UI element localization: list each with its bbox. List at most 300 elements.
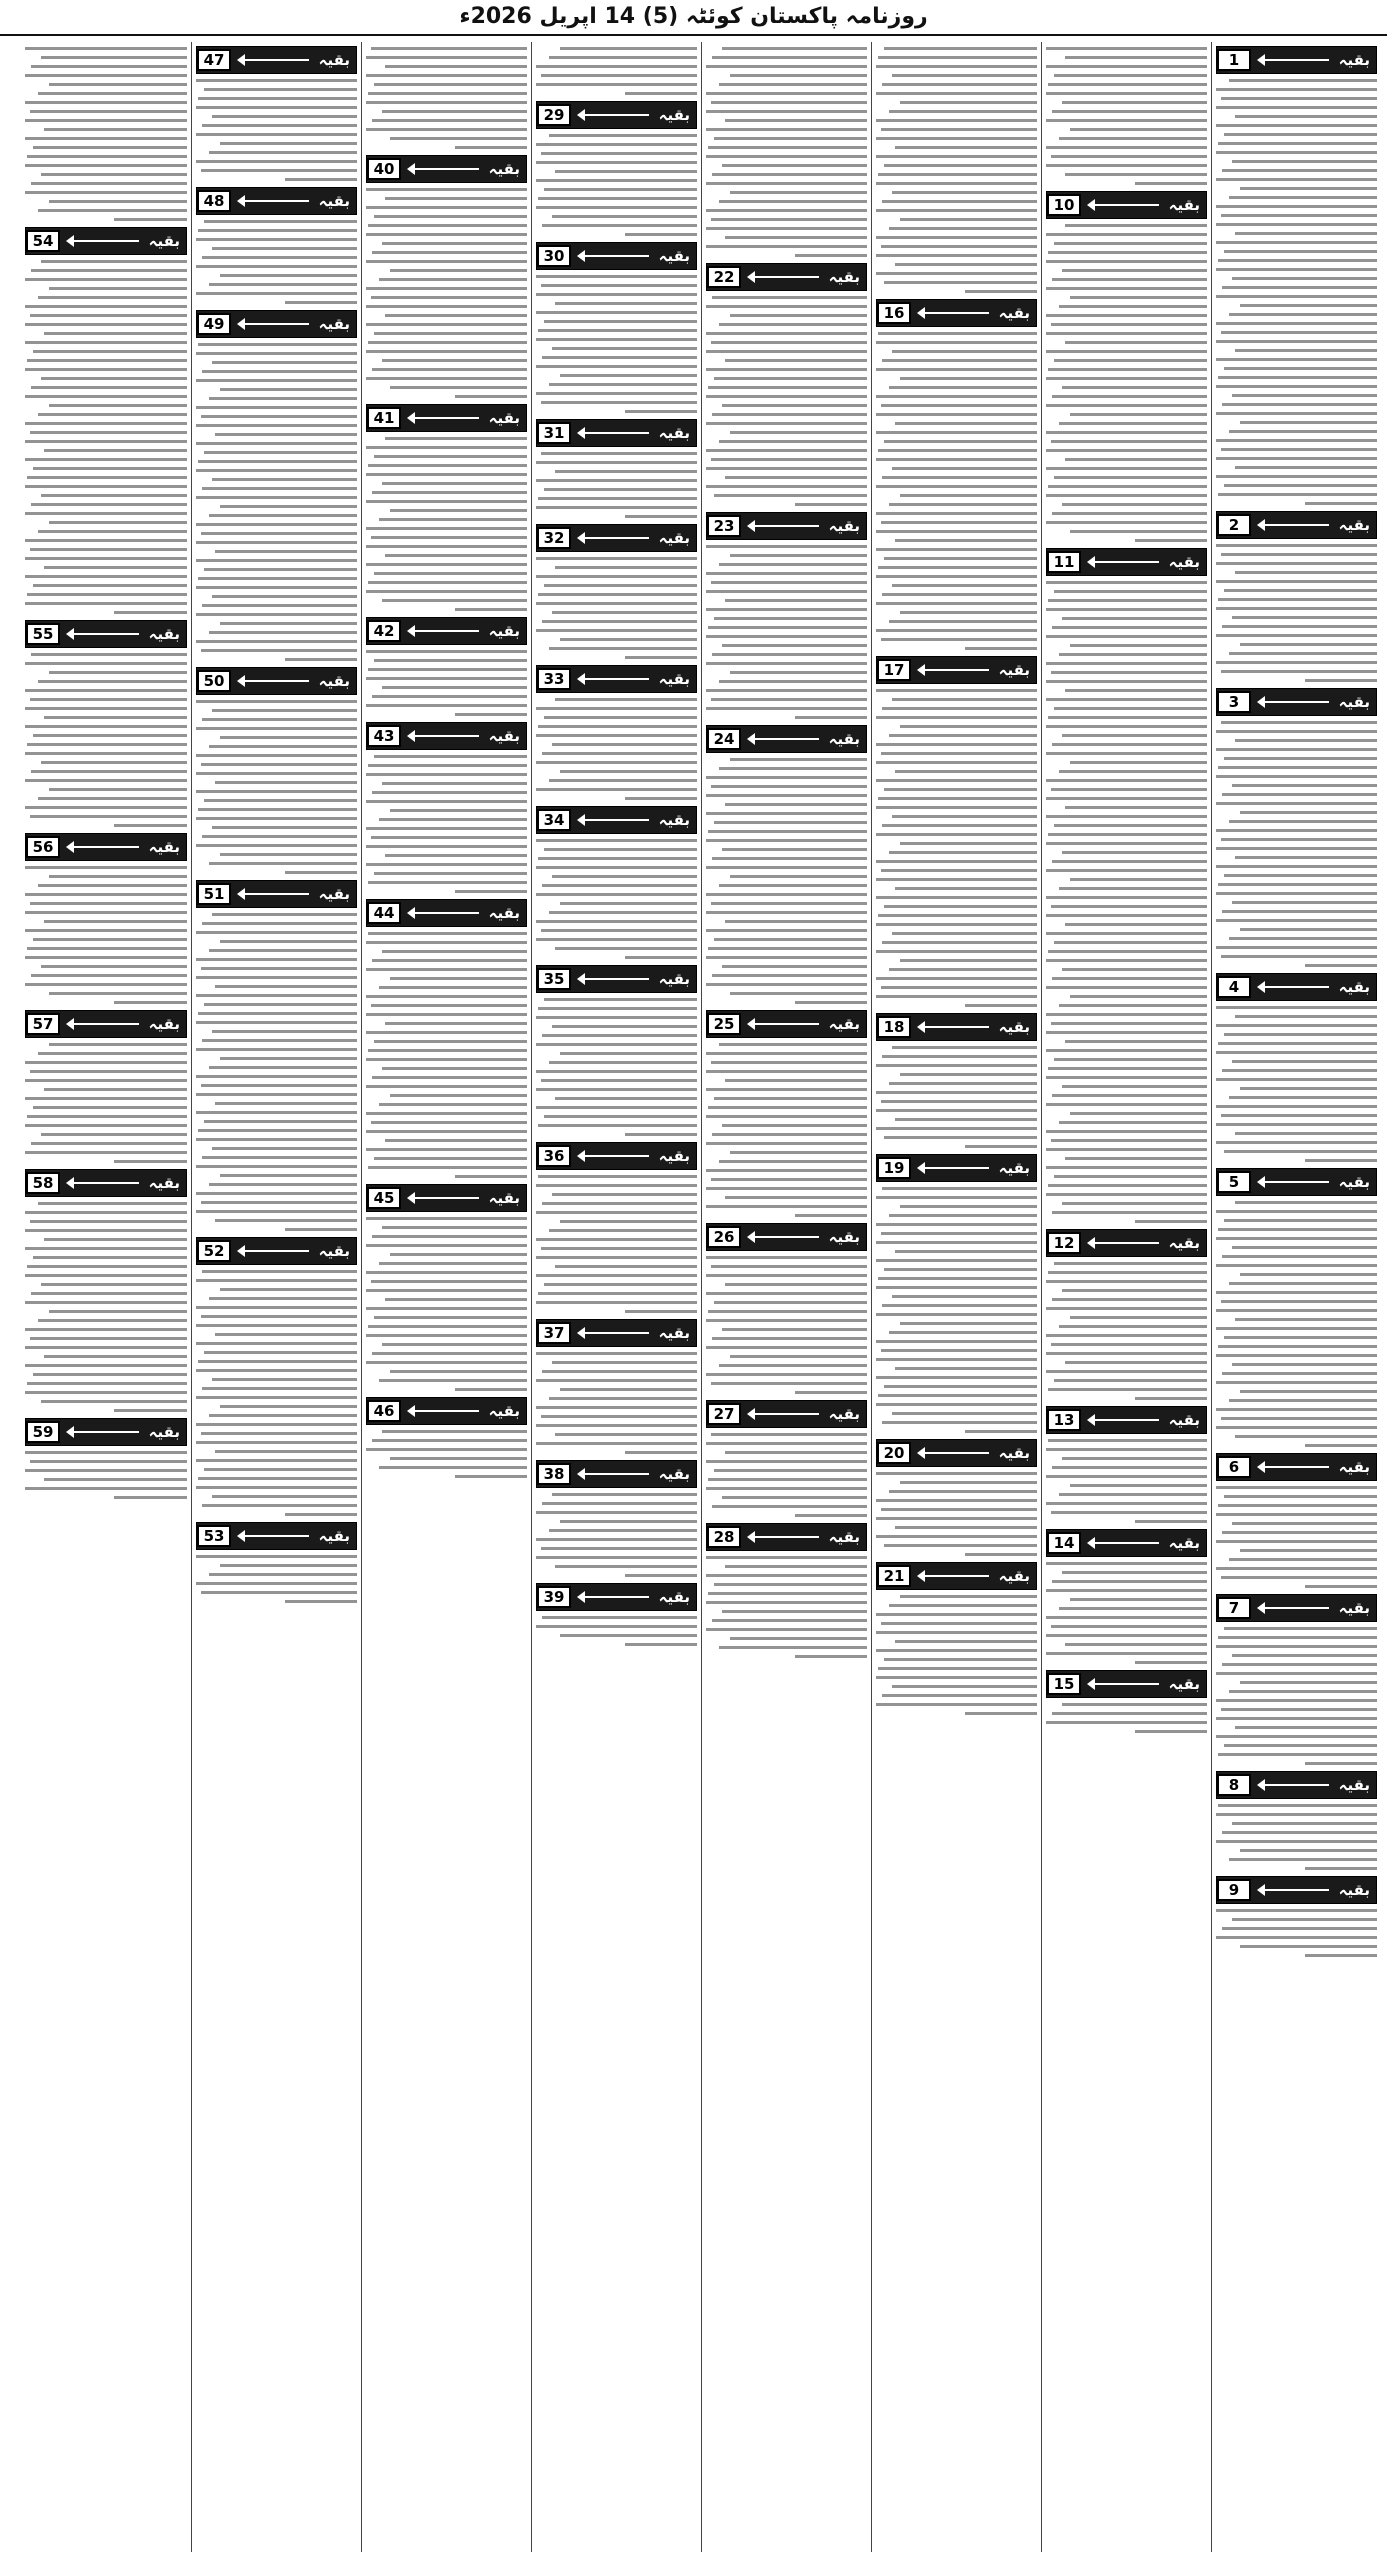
continued-number: 4 <box>1217 976 1251 998</box>
continued-banner <box>536 524 697 552</box>
continued-banner <box>1216 973 1377 1001</box>
continued-banner <box>1216 688 1377 716</box>
continued-label: بقیہ <box>998 661 1030 679</box>
article-body <box>536 698 697 801</box>
arrow-left-icon <box>68 1431 139 1433</box>
arrow-left-icon <box>68 240 139 242</box>
continued-number: 11 <box>1047 551 1081 573</box>
article-body <box>1046 1439 1207 1524</box>
continued-banner <box>366 617 527 645</box>
article-body <box>366 437 527 612</box>
continued-label: بقیہ <box>658 1588 690 1606</box>
article-body <box>706 1556 867 1659</box>
arrow-left-icon <box>409 630 479 632</box>
continued-banner <box>536 242 697 270</box>
column-5 <box>531 42 701 2552</box>
article-body <box>366 1430 527 1479</box>
article-body <box>1046 1703 1207 1734</box>
continued-banner <box>876 1439 1037 1467</box>
continued-label: بقیہ <box>488 904 520 922</box>
arrow-left-icon <box>1259 701 1329 703</box>
continued-number: 13 <box>1047 1409 1081 1431</box>
article-body <box>25 866 187 1005</box>
continued-banner <box>196 880 357 908</box>
continued-number: 50 <box>197 670 231 692</box>
continued-label: بقیہ <box>488 160 520 178</box>
continued-label: بقیہ <box>658 970 690 988</box>
article-body <box>1216 1006 1377 1163</box>
continued-label: بقیہ <box>658 670 690 688</box>
continued-banner <box>1046 1529 1207 1557</box>
continued-number: 58 <box>26 1172 60 1194</box>
article-body <box>366 1217 527 1392</box>
continued-banner <box>366 722 527 750</box>
continued-banner <box>25 227 187 255</box>
continued-number: 26 <box>707 1226 741 1248</box>
continued-number: 44 <box>367 902 401 924</box>
continued-number: 59 <box>26 1421 60 1443</box>
continued-number: 48 <box>197 190 231 212</box>
article-body <box>366 188 527 399</box>
article-body <box>536 998 697 1137</box>
arrow-left-icon <box>409 1197 479 1199</box>
continued-number: 36 <box>537 1145 571 1167</box>
newspaper-page <box>6 42 1381 2552</box>
continued-number: 2 <box>1217 514 1251 536</box>
continued-label: بقیہ <box>488 727 520 745</box>
arrow-left-icon <box>1089 1419 1159 1421</box>
continued-number: 33 <box>537 668 571 690</box>
article-body <box>1216 1909 1377 1958</box>
continued-banner <box>536 806 697 834</box>
continued-label: بقیہ <box>318 192 350 210</box>
continued-label: بقیہ <box>828 517 860 535</box>
column-3 <box>871 42 1041 2552</box>
continued-label: بقیہ <box>318 1527 350 1545</box>
column-1 <box>1211 42 1381 2552</box>
continued-banner <box>366 155 527 183</box>
continued-label: بقیہ <box>148 838 180 856</box>
continued-label: بقیہ <box>1338 1173 1370 1191</box>
continued-banner <box>536 1142 697 1170</box>
arrow-left-icon <box>1089 1242 1159 1244</box>
continued-number: 55 <box>26 623 60 645</box>
article-body <box>1216 79 1377 506</box>
continued-label: بقیہ <box>658 529 690 547</box>
arrow-left-icon <box>749 1413 819 1415</box>
article-body <box>706 47 867 258</box>
continued-banner <box>536 1583 697 1611</box>
continued-banner <box>1216 46 1377 74</box>
continued-banner <box>1046 191 1207 219</box>
continued-banner <box>196 187 357 215</box>
continued-banner <box>196 667 357 695</box>
article-body <box>25 1451 187 1500</box>
article-body <box>1216 544 1377 683</box>
article-body <box>706 1256 867 1395</box>
continued-label: بقیہ <box>1338 1881 1370 1899</box>
arrow-left-icon <box>919 1575 989 1577</box>
arrow-left-icon <box>919 669 989 671</box>
column-2 <box>1041 42 1211 2552</box>
arrow-left-icon <box>1259 986 1329 988</box>
continued-number: 17 <box>877 659 911 681</box>
arrow-left-icon <box>1089 561 1159 563</box>
continued-label: بقیہ <box>658 106 690 124</box>
continued-label: بقیہ <box>1168 553 1200 571</box>
continued-number: 39 <box>537 1586 571 1608</box>
continued-number: 7 <box>1217 1597 1251 1619</box>
continued-number: 57 <box>26 1013 60 1035</box>
arrow-left-icon <box>749 525 819 527</box>
continued-banner <box>196 1237 357 1265</box>
continued-banner <box>1216 1168 1377 1196</box>
article-body <box>1046 1262 1207 1401</box>
arrow-left-icon <box>1089 1683 1159 1685</box>
continued-banner <box>1046 1406 1207 1434</box>
continued-label: بقیہ <box>1338 1599 1370 1617</box>
continued-banner <box>25 620 187 648</box>
continued-label: بقیہ <box>1338 978 1370 996</box>
arrow-left-icon <box>68 1182 139 1184</box>
arrow-left-icon <box>1259 1181 1329 1183</box>
continued-label: بقیہ <box>488 409 520 427</box>
continued-label: بقیہ <box>998 1444 1030 1462</box>
arrow-left-icon <box>409 168 479 170</box>
article-body <box>1216 1201 1377 1448</box>
continued-number: 35 <box>537 968 571 990</box>
arrow-left-icon <box>239 59 309 61</box>
continued-number: 29 <box>537 104 571 126</box>
continued-number: 19 <box>877 1157 911 1179</box>
continued-banner <box>1216 1594 1377 1622</box>
continued-label: بقیہ <box>1168 1675 1200 1693</box>
continued-banner <box>1046 1229 1207 1257</box>
continued-banner <box>196 1522 357 1550</box>
continued-number: 12 <box>1047 1232 1081 1254</box>
continued-label: بقیہ <box>318 51 350 69</box>
continued-label: بقیہ <box>658 1324 690 1342</box>
continued-number: 41 <box>367 407 401 429</box>
continued-label: بقیہ <box>998 304 1030 322</box>
arrow-left-icon <box>579 537 649 539</box>
continued-number: 8 <box>1217 1774 1251 1796</box>
article-body <box>536 134 697 237</box>
article-body <box>196 343 357 662</box>
continued-number: 30 <box>537 245 571 267</box>
article-body <box>536 47 697 96</box>
continued-number: 20 <box>877 1442 911 1464</box>
article-body <box>706 1043 867 1218</box>
arrow-left-icon <box>579 978 649 980</box>
article-body <box>366 755 527 894</box>
article-body <box>196 913 357 1232</box>
continued-label: بقیہ <box>148 1423 180 1441</box>
continued-label: بقیہ <box>318 885 350 903</box>
continued-banner <box>536 665 697 693</box>
arrow-left-icon <box>579 114 649 116</box>
article-body <box>536 1493 697 1578</box>
article-body <box>876 1472 1037 1557</box>
article-body <box>366 47 527 150</box>
continued-label: بقیہ <box>488 1402 520 1420</box>
continued-banner <box>706 263 867 291</box>
continued-number: 1 <box>1217 49 1251 71</box>
arrow-left-icon <box>579 1596 649 1598</box>
continued-number: 45 <box>367 1187 401 1209</box>
continued-banner <box>876 1562 1037 1590</box>
continued-banner <box>536 965 697 993</box>
continued-label: بقیہ <box>1168 1411 1200 1429</box>
continued-banner <box>706 1400 867 1428</box>
continued-banner <box>366 1184 527 1212</box>
continued-number: 46 <box>367 1400 401 1422</box>
continued-banner <box>196 46 357 74</box>
continued-number: 18 <box>877 1016 911 1038</box>
continued-label: بقیہ <box>1338 693 1370 711</box>
continued-label: بقیہ <box>998 1018 1030 1036</box>
arrow-left-icon <box>239 1250 309 1252</box>
article-body <box>25 1043 187 1164</box>
continued-label: بقیہ <box>1168 196 1200 214</box>
article-body <box>706 296 867 507</box>
article-body <box>196 700 357 875</box>
continued-label: بقیہ <box>828 268 860 286</box>
article-body <box>536 452 697 519</box>
continued-banner <box>1216 511 1377 539</box>
continued-label: بقیہ <box>148 1015 180 1033</box>
arrow-left-icon <box>919 1167 989 1169</box>
continued-label: بقیہ <box>658 424 690 442</box>
continued-number: 24 <box>707 728 741 750</box>
article-body <box>536 557 697 660</box>
continued-number: 49 <box>197 313 231 335</box>
article-body <box>196 1270 357 1517</box>
arrow-left-icon <box>919 1452 989 1454</box>
continued-number: 42 <box>367 620 401 642</box>
continued-label: بقیہ <box>148 232 180 250</box>
continued-number: 38 <box>537 1463 571 1485</box>
article-body <box>876 1046 1037 1149</box>
continued-number: 22 <box>707 266 741 288</box>
continued-label: بقیہ <box>1338 516 1370 534</box>
article-body <box>706 758 867 1005</box>
continued-number: 3 <box>1217 691 1251 713</box>
article-body <box>536 1616 697 1647</box>
continued-label: بقیہ <box>998 1567 1030 1585</box>
article-body <box>1046 224 1207 543</box>
arrow-left-icon <box>1259 1784 1329 1786</box>
continued-banner <box>196 310 357 338</box>
continued-number: 28 <box>707 1526 741 1548</box>
continued-banner <box>25 1418 187 1446</box>
continued-label: بقیہ <box>828 1015 860 1033</box>
continued-banner <box>366 899 527 927</box>
article-body <box>536 1175 697 1314</box>
arrow-left-icon <box>239 893 309 895</box>
continued-label: بقیہ <box>488 622 520 640</box>
article-body <box>1216 1627 1377 1766</box>
continued-banner <box>25 1169 187 1197</box>
arrow-left-icon <box>579 1332 649 1334</box>
continued-banner <box>1046 1670 1207 1698</box>
arrow-left-icon <box>1089 1542 1159 1544</box>
continued-label: بقیہ <box>1168 1234 1200 1252</box>
continued-number: 25 <box>707 1013 741 1035</box>
article-body <box>876 1595 1037 1716</box>
continued-label: بقیہ <box>318 1242 350 1260</box>
continued-number: 43 <box>367 725 401 747</box>
continued-number: 52 <box>197 1240 231 1262</box>
continued-number: 5 <box>1217 1171 1251 1193</box>
column-7 <box>191 42 361 2552</box>
continued-number: 16 <box>877 302 911 324</box>
continued-label: بقیہ <box>658 1147 690 1165</box>
continued-label: بقیہ <box>1338 51 1370 69</box>
column-6 <box>361 42 531 2552</box>
article-body <box>25 653 187 828</box>
article-body <box>706 545 867 720</box>
article-body <box>1216 721 1377 968</box>
continued-number: 14 <box>1047 1532 1081 1554</box>
continued-number: 31 <box>537 422 571 444</box>
continued-banner <box>536 419 697 447</box>
continued-banner <box>876 299 1037 327</box>
continued-banner <box>706 512 867 540</box>
article-body <box>706 1433 867 1518</box>
article-body <box>876 332 1037 651</box>
arrow-left-icon <box>239 200 309 202</box>
arrow-left-icon <box>68 633 139 635</box>
continued-banner <box>706 1523 867 1551</box>
arrow-left-icon <box>749 276 819 278</box>
article-body <box>1216 1486 1377 1589</box>
continued-number: 51 <box>197 883 231 905</box>
arrow-left-icon <box>749 738 819 740</box>
article-body <box>366 932 527 1179</box>
continued-banner <box>25 1010 187 1038</box>
continued-label: بقیہ <box>828 1528 860 1546</box>
continued-label: بقیہ <box>1168 1534 1200 1552</box>
continued-banner <box>1216 1876 1377 1904</box>
column-8 <box>21 42 191 2552</box>
continued-label: بقیہ <box>1338 1776 1370 1794</box>
article-body <box>196 220 357 305</box>
arrow-left-icon <box>749 1023 819 1025</box>
continued-number: 6 <box>1217 1456 1251 1478</box>
continued-label: بقیہ <box>828 1228 860 1246</box>
continued-label: بقیہ <box>148 1174 180 1192</box>
arrow-left-icon <box>1259 524 1329 526</box>
arrow-left-icon <box>68 1023 139 1025</box>
article-body <box>876 689 1037 1008</box>
continued-number: 47 <box>197 49 231 71</box>
continued-banner <box>706 1223 867 1251</box>
continued-label: بقیہ <box>318 315 350 333</box>
continued-banner <box>1216 1771 1377 1799</box>
continued-banner <box>876 656 1037 684</box>
continued-number: 34 <box>537 809 571 831</box>
continued-banner <box>536 1460 697 1488</box>
arrow-left-icon <box>579 819 649 821</box>
arrow-left-icon <box>579 678 649 680</box>
article-body <box>196 1555 357 1604</box>
arrow-left-icon <box>239 680 309 682</box>
arrow-left-icon <box>1259 1889 1329 1891</box>
continued-banner <box>1216 1453 1377 1481</box>
continued-banner <box>876 1013 1037 1041</box>
continued-banner <box>366 1397 527 1425</box>
arrow-left-icon <box>1259 59 1329 61</box>
continued-label: بقیہ <box>658 247 690 265</box>
continued-number: 56 <box>26 836 60 858</box>
column-4 <box>701 42 871 2552</box>
arrow-left-icon <box>579 1473 649 1475</box>
arrow-left-icon <box>1259 1607 1329 1609</box>
arrow-left-icon <box>919 1026 989 1028</box>
continued-label: بقیہ <box>658 1465 690 1483</box>
arrow-left-icon <box>579 1155 649 1157</box>
continued-banner <box>536 1319 697 1347</box>
arrow-left-icon <box>409 735 479 737</box>
article-body <box>25 1202 187 1413</box>
continued-number: 37 <box>537 1322 571 1344</box>
continued-label: بقیہ <box>828 730 860 748</box>
article-body <box>25 260 187 615</box>
article-body <box>1046 581 1207 1224</box>
continued-label: بقیہ <box>998 1159 1030 1177</box>
continued-label: بقیہ <box>828 1405 860 1423</box>
continued-number: 9 <box>1217 1879 1251 1901</box>
continued-label: بقیہ <box>318 672 350 690</box>
article-body <box>536 275 697 414</box>
continued-label: بقیہ <box>658 811 690 829</box>
arrow-left-icon <box>409 417 479 419</box>
arrow-left-icon <box>919 312 989 314</box>
continued-number: 27 <box>707 1403 741 1425</box>
continued-number: 32 <box>537 527 571 549</box>
continued-banner <box>706 1010 867 1038</box>
article-body <box>1216 1804 1377 1871</box>
continued-banner <box>25 833 187 861</box>
arrow-left-icon <box>579 432 649 434</box>
continued-number: 15 <box>1047 1673 1081 1695</box>
newspaper-masthead <box>0 0 1387 36</box>
arrow-left-icon <box>749 1236 819 1238</box>
arrow-left-icon <box>1089 204 1159 206</box>
article-body <box>25 47 187 222</box>
arrow-left-icon <box>68 846 139 848</box>
continued-number: 21 <box>877 1565 911 1587</box>
continued-banner <box>706 725 867 753</box>
article-body <box>536 839 697 960</box>
continued-number: 54 <box>26 230 60 252</box>
arrow-left-icon <box>409 912 479 914</box>
continued-label: بقیہ <box>1338 1458 1370 1476</box>
article-body <box>876 47 1037 294</box>
article-body <box>536 1352 697 1455</box>
article-body <box>1046 47 1207 186</box>
arrow-left-icon <box>409 1410 479 1412</box>
masthead-title: روزنامہ پاکستان کوئٹہ (5) 14 اپریل 2026ء <box>459 4 928 29</box>
arrow-left-icon <box>579 255 649 257</box>
continued-label: بقیہ <box>488 1189 520 1207</box>
continued-banner <box>536 101 697 129</box>
continued-banner <box>1046 548 1207 576</box>
continued-number: 10 <box>1047 194 1081 216</box>
continued-banner <box>876 1154 1037 1182</box>
continued-number: 23 <box>707 515 741 537</box>
